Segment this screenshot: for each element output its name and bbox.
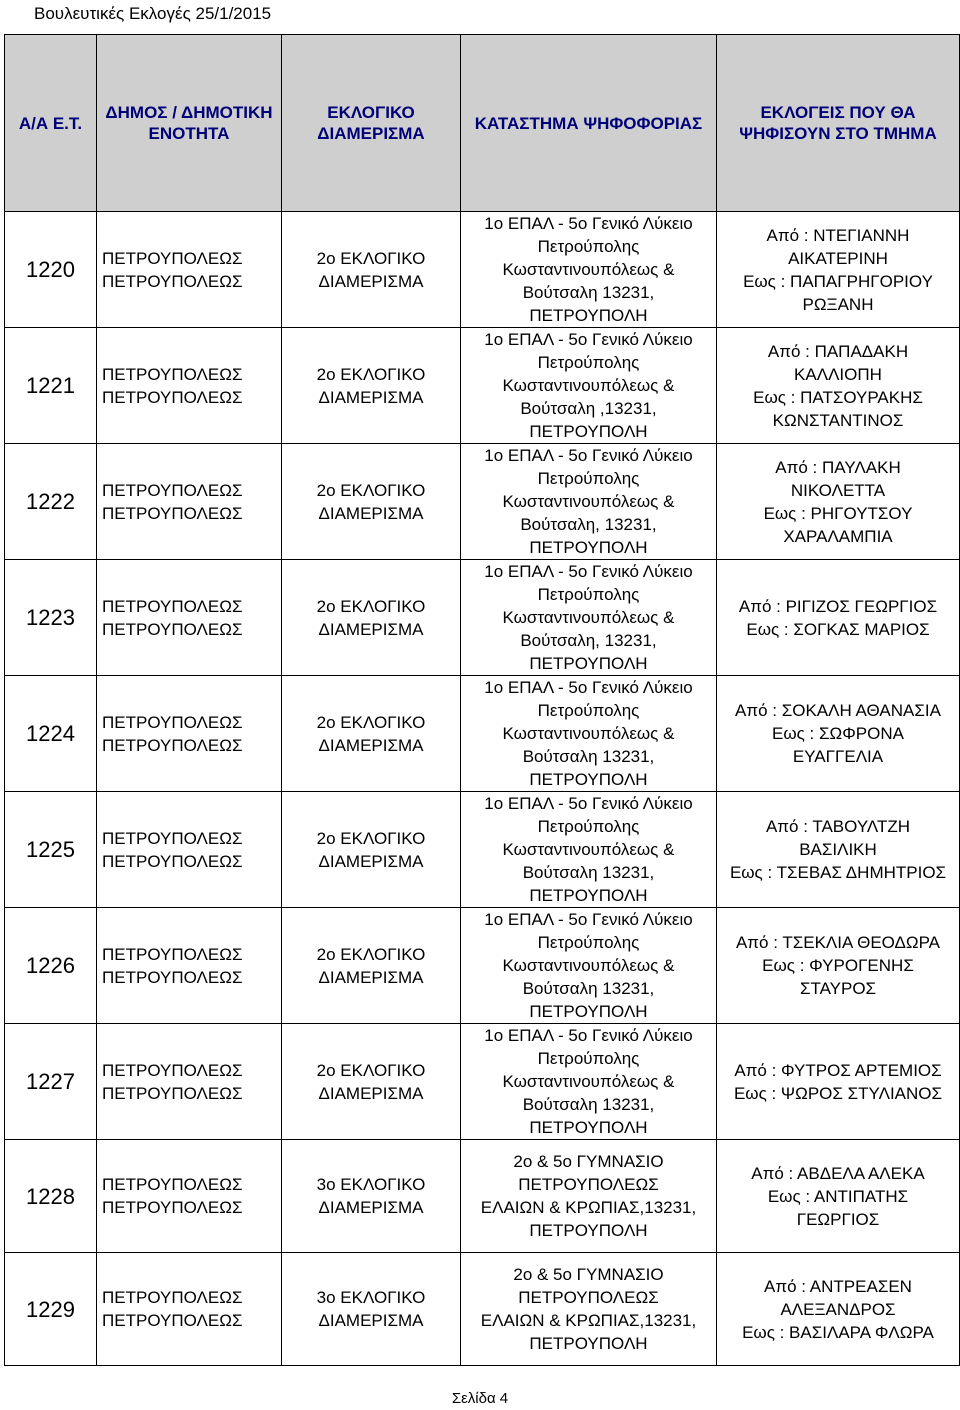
cell-voters: Από : ΑΝΤΡΕΑΣΕΝ ΑΛΕΞΑΝΔΡΟΣ Εως : ΒΑΣΙΛΑΡΑ ΦΛΩΡΑ bbox=[717, 1253, 960, 1366]
table-row bbox=[5, 560, 960, 676]
cell-voters: Από : ΝΤΕΓΙΑΝΝΗ ΑΙΚΑΤΕΡΙΝΗ Εως : ΠΑΠΑΓΡΗΓΟΡΙΟΥ ΡΩΞΑΝΗ bbox=[717, 212, 960, 328]
cell-municipality: ΠΕΤΡΟΥΠΟΛΕΩΣ ΠΕΤΡΟΥΠΟΛΕΩΣ bbox=[97, 1024, 282, 1140]
cell-voters: Από : ΣΟΚΑΛΗ ΑΘΑΝΑΣΙΑ Εως : ΣΩΦΡΟΝΑ ΕΥΑΓΓΕΛΙΑ bbox=[717, 676, 960, 792]
header-ae: Α/Α Ε.Τ. bbox=[5, 35, 97, 212]
cell-voters: Από : ΑΒΔΕΛΑ ΑΛΕΚΑ Εως : ΑΝΤΙΠΑΤΗΣ ΓΕΩΡΓΙΟΣ bbox=[717, 1140, 960, 1253]
table-row bbox=[5, 328, 960, 444]
cell-voters: Από : ΤΑΒΟΥΛΤΖΗ ΒΑΣΙΛΙΚΗ Εως : ΤΣΕΒΑΣ ΔΗΜΗΤΡΙΟΣ bbox=[717, 792, 960, 908]
cell-voters: Από : ΠΑΠΑΔΑΚΗ ΚΑΛΛΙΟΠΗ Εως : ΠΑΤΣΟΥΡΑΚΗΣ ΚΩΝΣΤΑΝΤΙΝΟΣ bbox=[717, 328, 960, 444]
cell-municipality: ΠΕΤΡΟΥΠΟΛΕΩΣ ΠΕΤΡΟΥΠΟΛΕΩΣ bbox=[97, 212, 282, 328]
cell-ae: 1221 bbox=[5, 328, 97, 444]
header-voters: ΕΚΛΟΓΕΙΣ ΠΟΥ ΘΑ ΨΗΦΙΣΟΥΝ ΣΤΟ ΤΜΗΜΑ bbox=[717, 35, 960, 212]
cell-store: 1ο ΕΠΑΛ - 5ο Γενικό Λύκειο Πετρούπολης Κωσταντινουπόλεως & Βούτσαλη 13231, ΠΕΤΡΟΥΠΟΛΗ bbox=[461, 792, 717, 908]
cell-ae: 1220 bbox=[5, 212, 97, 328]
cell-district: 2ο ΕΚΛΟΓΙΚΟ ΔΙΑΜΕΡΙΣΜΑ bbox=[282, 328, 461, 444]
cell-ae: 1222 bbox=[5, 444, 97, 560]
table-row bbox=[5, 1140, 960, 1253]
cell-ae: 1229 bbox=[5, 1253, 97, 1366]
cell-store: 1ο ΕΠΑΛ - 5ο Γενικό Λύκειο Πετρούπολης Κωσταντινουπόλεως & Βούτσαλη, 13231, ΠΕΤΡΟΥΠΟΛΗ bbox=[461, 560, 717, 676]
cell-district: 3ο ΕΚΛΟΓΙΚΟ ΔΙΑΜΕΡΙΣΜΑ bbox=[282, 1253, 461, 1366]
table-row bbox=[5, 908, 960, 1024]
header-district: ΕΚΛΟΓΙΚΟ ΔΙΑΜΕΡΙΣΜΑ bbox=[282, 35, 461, 212]
cell-voters: Από : ΠΑΥΛΑΚΗ ΝΙΚΟΛΕΤΤΑ Εως : ΡΗΓΟΥΤΣΟΥ ΧΑΡΑΛΑΜΠΙΑ bbox=[717, 444, 960, 560]
cell-store: 2ο & 5ο ΓΥΜΝΑΣΙΟ ΠΕΤΡΟΥΠΟΛΕΩΣ ΕΛΑΙΩΝ & ΚΡΩΠΙΑΣ,13231, ΠΕΤΡΟΥΠΟΛΗ bbox=[461, 1140, 717, 1253]
cell-municipality: ΠΕΤΡΟΥΠΟΛΕΩΣ ΠΕΤΡΟΥΠΟΛΕΩΣ bbox=[97, 444, 282, 560]
cell-voters: Από : ΡΙΓΙΖΟΣ ΓΕΩΡΓΙΟΣ Εως : ΣΟΓΚΑΣ ΜΑΡΙΟΣ bbox=[717, 560, 960, 676]
cell-district: 2ο ΕΚΛΟΓΙΚΟ ΔΙΑΜΕΡΙΣΜΑ bbox=[282, 1024, 461, 1140]
cell-store: 1ο ΕΠΑΛ - 5ο Γενικό Λύκειο Πετρούπολης Κωσταντινουπόλεως & Βούτσαλη 13231, ΠΕΤΡΟΥΠΟΛΗ bbox=[461, 908, 717, 1024]
table-row bbox=[5, 676, 960, 792]
cell-municipality: ΠΕΤΡΟΥΠΟΛΕΩΣ ΠΕΤΡΟΥΠΟΛΕΩΣ bbox=[97, 1253, 282, 1366]
cell-ae: 1228 bbox=[5, 1140, 97, 1253]
cell-ae: 1224 bbox=[5, 676, 97, 792]
table-row bbox=[5, 444, 960, 560]
cell-store: 1ο ΕΠΑΛ - 5ο Γενικό Λύκειο Πετρούπολης Κωσταντινουπόλεως & Βούτσαλη 13231, ΠΕΤΡΟΥΠΟΛΗ bbox=[461, 676, 717, 792]
cell-store: 1ο ΕΠΑΛ - 5ο Γενικό Λύκειο Πετρούπολης Κωσταντινουπόλεως & Βούτσαλη 13231, ΠΕΤΡΟΥΠΟΛΗ bbox=[461, 212, 717, 328]
cell-municipality: ΠΕΤΡΟΥΠΟΛΕΩΣ ΠΕΤΡΟΥΠΟΛΕΩΣ bbox=[97, 908, 282, 1024]
cell-district: 2ο ΕΚΛΟΓΙΚΟ ΔΙΑΜΕΡΙΣΜΑ bbox=[282, 560, 461, 676]
cell-store: 1ο ΕΠΑΛ - 5ο Γενικό Λύκειο Πετρούπολης Κωσταντινουπόλεως & Βούτσαλη, 13231, ΠΕΤΡΟΥΠΟΛΗ bbox=[461, 444, 717, 560]
cell-voters: Από : ΤΣΕΚΛΙΑ ΘΕΟΔΩΡΑ Εως : ΦΥΡΟΓΕΝΗΣ ΣΤΑΥΡΟΣ bbox=[717, 908, 960, 1024]
cell-store: 1ο ΕΠΑΛ - 5ο Γενικό Λύκειο Πετρούπολης Κωσταντινουπόλεως & Βούτσαλη ,13231, ΠΕΤΡΟΥΠΟΛΗ bbox=[461, 328, 717, 444]
cell-municipality: ΠΕΤΡΟΥΠΟΛΕΩΣ ΠΕΤΡΟΥΠΟΛΕΩΣ bbox=[97, 676, 282, 792]
polling-table bbox=[4, 34, 960, 1366]
cell-district: 2ο ΕΚΛΟΓΙΚΟ ΔΙΑΜΕΡΙΣΜΑ bbox=[282, 908, 461, 1024]
page-footer: Σελίδα 4 bbox=[451, 1390, 509, 1407]
cell-store: 1ο ΕΠΑΛ - 5ο Γενικό Λύκειο Πετρούπολης Κωσταντινουπόλεως & Βούτσαλη 13231, ΠΕΤΡΟΥΠΟΛΗ bbox=[461, 1024, 717, 1140]
cell-store: 2ο & 5ο ΓΥΜΝΑΣΙΟ ΠΕΤΡΟΥΠΟΛΕΩΣ ΕΛΑΙΩΝ & ΚΡΩΠΙΑΣ,13231, ΠΕΤΡΟΥΠΟΛΗ bbox=[461, 1253, 717, 1366]
table-row bbox=[5, 792, 960, 908]
document-title: Βουλευτικές Εκλογές 25/1/2015 bbox=[34, 4, 272, 23]
table-header-row bbox=[5, 35, 960, 212]
cell-voters: Από : ΦΥΤΡΟΣ ΑΡΤΕΜΙΟΣ Εως : ΨΩΡΟΣ ΣΤΥΛΙΑΝΟΣ bbox=[717, 1024, 960, 1140]
cell-district: 2ο ΕΚΛΟΓΙΚΟ ΔΙΑΜΕΡΙΣΜΑ bbox=[282, 676, 461, 792]
cell-district: 2ο ΕΚΛΟΓΙΚΟ ΔΙΑΜΕΡΙΣΜΑ bbox=[282, 444, 461, 560]
cell-municipality: ΠΕΤΡΟΥΠΟΛΕΩΣ ΠΕΤΡΟΥΠΟΛΕΩΣ bbox=[97, 792, 282, 908]
cell-municipality: ΠΕΤΡΟΥΠΟΛΕΩΣ ΠΕΤΡΟΥΠΟΛΕΩΣ bbox=[97, 560, 282, 676]
header-store: ΚΑΤΑΣΤΗΜΑ ΨΗΦΟΦΟΡΙΑΣ bbox=[461, 35, 717, 212]
cell-ae: 1226 bbox=[5, 908, 97, 1024]
cell-municipality: ΠΕΤΡΟΥΠΟΛΕΩΣ ΠΕΤΡΟΥΠΟΛΕΩΣ bbox=[97, 328, 282, 444]
cell-district: 2ο ΕΚΛΟΓΙΚΟ ΔΙΑΜΕΡΙΣΜΑ bbox=[282, 212, 461, 328]
cell-district: 2ο ΕΚΛΟΓΙΚΟ ΔΙΑΜΕΡΙΣΜΑ bbox=[282, 792, 461, 908]
table-row bbox=[5, 212, 960, 328]
cell-ae: 1223 bbox=[5, 560, 97, 676]
cell-ae: 1225 bbox=[5, 792, 97, 908]
header-municipality: ΔΗΜΟΣ / ΔΗΜΟΤΙΚΗ ΕΝΟΤΗΤΑ bbox=[97, 35, 282, 212]
table-row bbox=[5, 1024, 960, 1140]
cell-municipality: ΠΕΤΡΟΥΠΟΛΕΩΣ ΠΕΤΡΟΥΠΟΛΕΩΣ bbox=[97, 1140, 282, 1253]
cell-ae: 1227 bbox=[5, 1024, 97, 1140]
cell-district: 3ο ΕΚΛΟΓΙΚΟ ΔΙΑΜΕΡΙΣΜΑ bbox=[282, 1140, 461, 1253]
table-row bbox=[5, 1253, 960, 1366]
